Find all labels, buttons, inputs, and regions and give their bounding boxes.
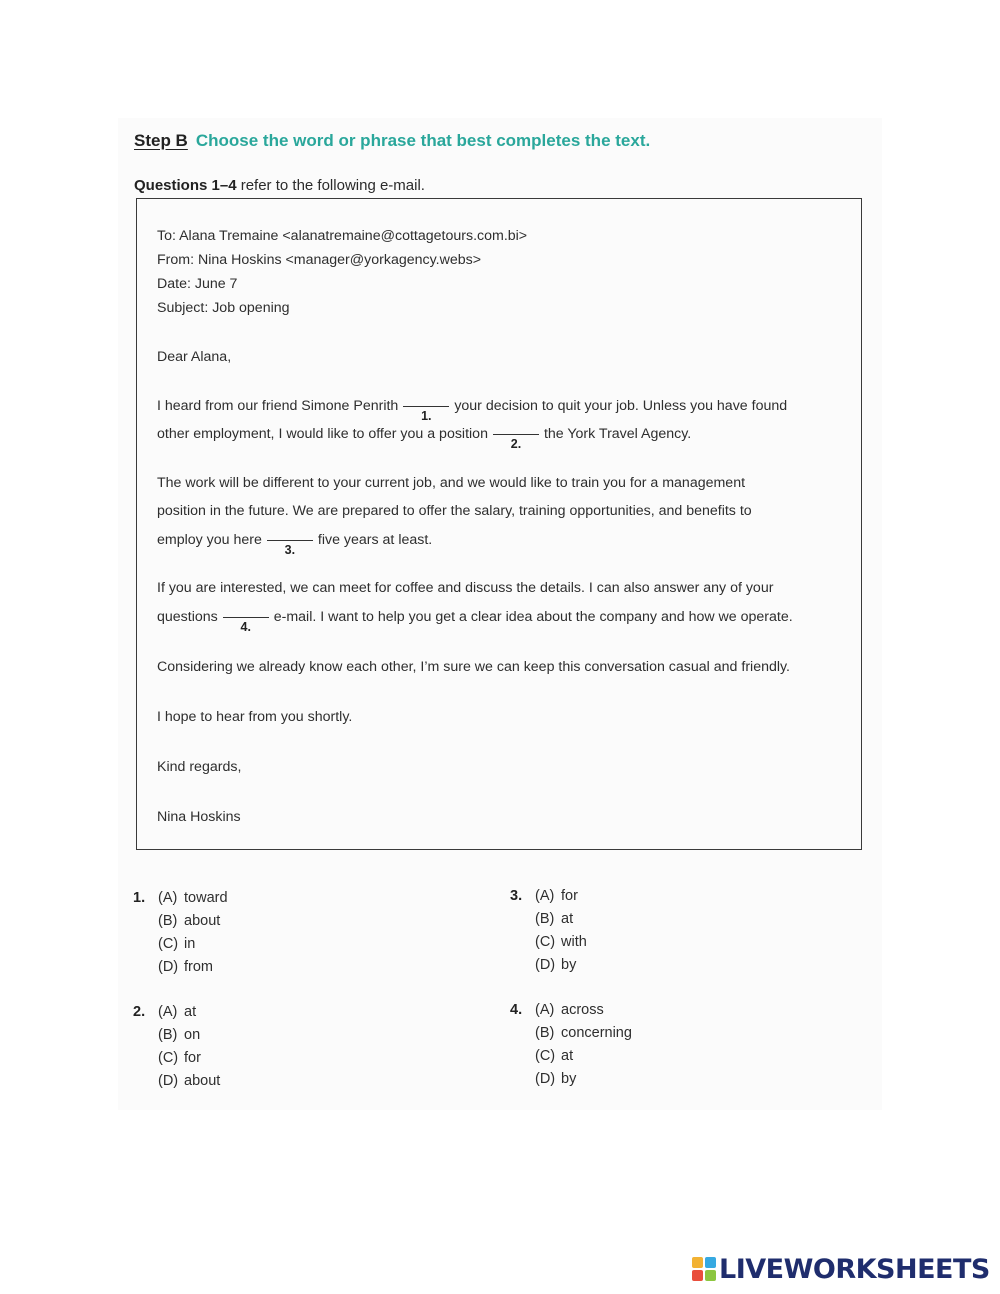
paragraph-1-line-2	[157, 426, 692, 452]
option-text: toward	[184, 890, 228, 906]
text-segment: e-mail. I want to help you get a clear idea about the company and how we operate.	[273, 609, 793, 625]
email-from: From: Nina Hoskins <manager@yorkagency.webs>	[157, 252, 482, 268]
blank-1[interactable]	[403, 405, 449, 424]
option-text: about	[184, 913, 221, 929]
question-number: 1.	[133, 890, 146, 906]
option-text: at	[561, 1048, 574, 1064]
blank-number: 3.	[284, 543, 296, 558]
blank-number: 4.	[240, 620, 251, 635]
option-c[interactable]	[535, 1048, 573, 1064]
blank-2[interactable]	[493, 433, 539, 452]
questions-intro	[134, 177, 425, 194]
question-number: 2.	[133, 1004, 146, 1020]
text-segment: your decision to quit your job. Unless you have found	[454, 398, 788, 414]
option-text: for	[561, 888, 578, 904]
option-text: at	[561, 911, 574, 927]
option-text: on	[184, 1027, 201, 1043]
paragraph-3-line-1: If you are interested, we can meet for coffee and discuss the details. I can also answer any of your	[157, 580, 774, 596]
liveworksheets-icon	[692, 1257, 716, 1281]
blank-3[interactable]	[267, 539, 313, 558]
text-segment: questions	[157, 609, 218, 625]
paragraph-1-line-1	[157, 398, 788, 424]
option-letter: (D)	[158, 1073, 179, 1089]
option-d[interactable]	[535, 957, 576, 973]
option-letter: (D)	[535, 1071, 556, 1087]
option-a[interactable]	[158, 890, 228, 906]
option-c[interactable]	[158, 1050, 201, 1066]
option-a[interactable]	[535, 888, 578, 904]
option-text: about	[184, 1073, 221, 1089]
option-letter: (B)	[158, 1027, 178, 1043]
option-b[interactable]	[158, 1027, 200, 1043]
email-box	[136, 198, 862, 850]
option-d[interactable]	[158, 959, 213, 975]
option-text: by	[561, 957, 577, 973]
option-text: at	[184, 1004, 197, 1020]
option-letter: (C)	[535, 934, 556, 950]
paragraph-5: I hope to hear from you shortly.	[157, 709, 353, 725]
email-subject: Subject: Job opening	[157, 300, 290, 316]
option-d[interactable]	[158, 1073, 220, 1089]
email-greeting: Dear Alana,	[157, 349, 232, 365]
option-d[interactable]	[535, 1071, 576, 1087]
text-segment: employ you here	[157, 532, 262, 548]
email-date: Date: June 7	[157, 276, 238, 292]
option-text: concerning	[561, 1025, 632, 1041]
option-letter: (D)	[158, 959, 179, 975]
option-letter: (B)	[535, 1025, 555, 1041]
paragraph-2-line-1: The work will be different to your current job, and we would like to train you for a management	[157, 475, 746, 491]
logo-tile	[692, 1270, 703, 1281]
option-text: in	[184, 936, 196, 952]
blank-number: 2.	[510, 437, 522, 452]
option-letter: (A)	[158, 1004, 178, 1020]
paragraph-2-line-3	[157, 532, 433, 558]
blank-4[interactable]	[223, 616, 269, 635]
email-to: To: Alana Tremaine <alanatremaine@cottagetours.com.bi>	[157, 228, 528, 244]
paragraph-3-line-2	[157, 609, 793, 635]
paragraph-4: Considering we already know each other, I’m sure we can keep this conversation casual and friendly.	[157, 659, 790, 675]
option-text: by	[561, 1071, 577, 1087]
option-letter: (C)	[158, 1050, 179, 1066]
option-b[interactable]	[158, 913, 220, 929]
option-letter: (C)	[535, 1048, 556, 1064]
email-closing: Kind regards,	[157, 759, 242, 775]
option-b[interactable]	[535, 1025, 632, 1041]
option-letter: (D)	[535, 957, 556, 973]
step-instruction: Choose the word or phrase that best completes the text.	[195, 131, 651, 150]
question-number: 3.	[510, 888, 523, 904]
option-text: across	[561, 1002, 604, 1018]
option-b[interactable]	[535, 911, 573, 927]
liveworksheets-logo	[692, 1253, 990, 1285]
blank-number: 1.	[421, 409, 432, 424]
logo-text: LIVEWORKSHEETS	[719, 1253, 990, 1285]
text-segment: five years at least.	[317, 532, 433, 548]
option-c[interactable]	[158, 936, 195, 952]
option-letter: (B)	[535, 911, 555, 927]
step-label: Step B	[134, 131, 188, 150]
option-letter: (A)	[158, 890, 178, 906]
text-segment: the York Travel Agency.	[543, 426, 692, 442]
option-text: with	[561, 934, 587, 950]
option-letter: (C)	[158, 936, 179, 952]
step-heading	[134, 131, 650, 151]
question-number: 4.	[510, 1002, 523, 1018]
option-a[interactable]	[535, 1002, 604, 1018]
text-segment: other employment, I would like to offer you a position	[157, 426, 488, 442]
option-text: from	[184, 959, 213, 975]
option-letter: (B)	[158, 913, 178, 929]
option-c[interactable]	[535, 934, 587, 950]
email-signature: Nina Hoskins	[157, 809, 241, 825]
questions-range: Questions 1–4	[134, 177, 237, 194]
questions-intro-text: refer to the following e-mail.	[236, 177, 425, 194]
paragraph-2-line-2: position in the future. We are prepared to offer the salary, training opportunities, and benefits to	[157, 503, 752, 519]
option-text: for	[184, 1050, 201, 1066]
logo-tile	[705, 1270, 716, 1281]
text-segment: I heard from our friend Simone Penrith	[157, 398, 399, 414]
option-letter: (A)	[535, 888, 555, 904]
logo-tile	[705, 1257, 716, 1268]
option-letter: (A)	[535, 1002, 555, 1018]
logo-tile	[692, 1257, 703, 1268]
option-a[interactable]	[158, 1004, 196, 1020]
